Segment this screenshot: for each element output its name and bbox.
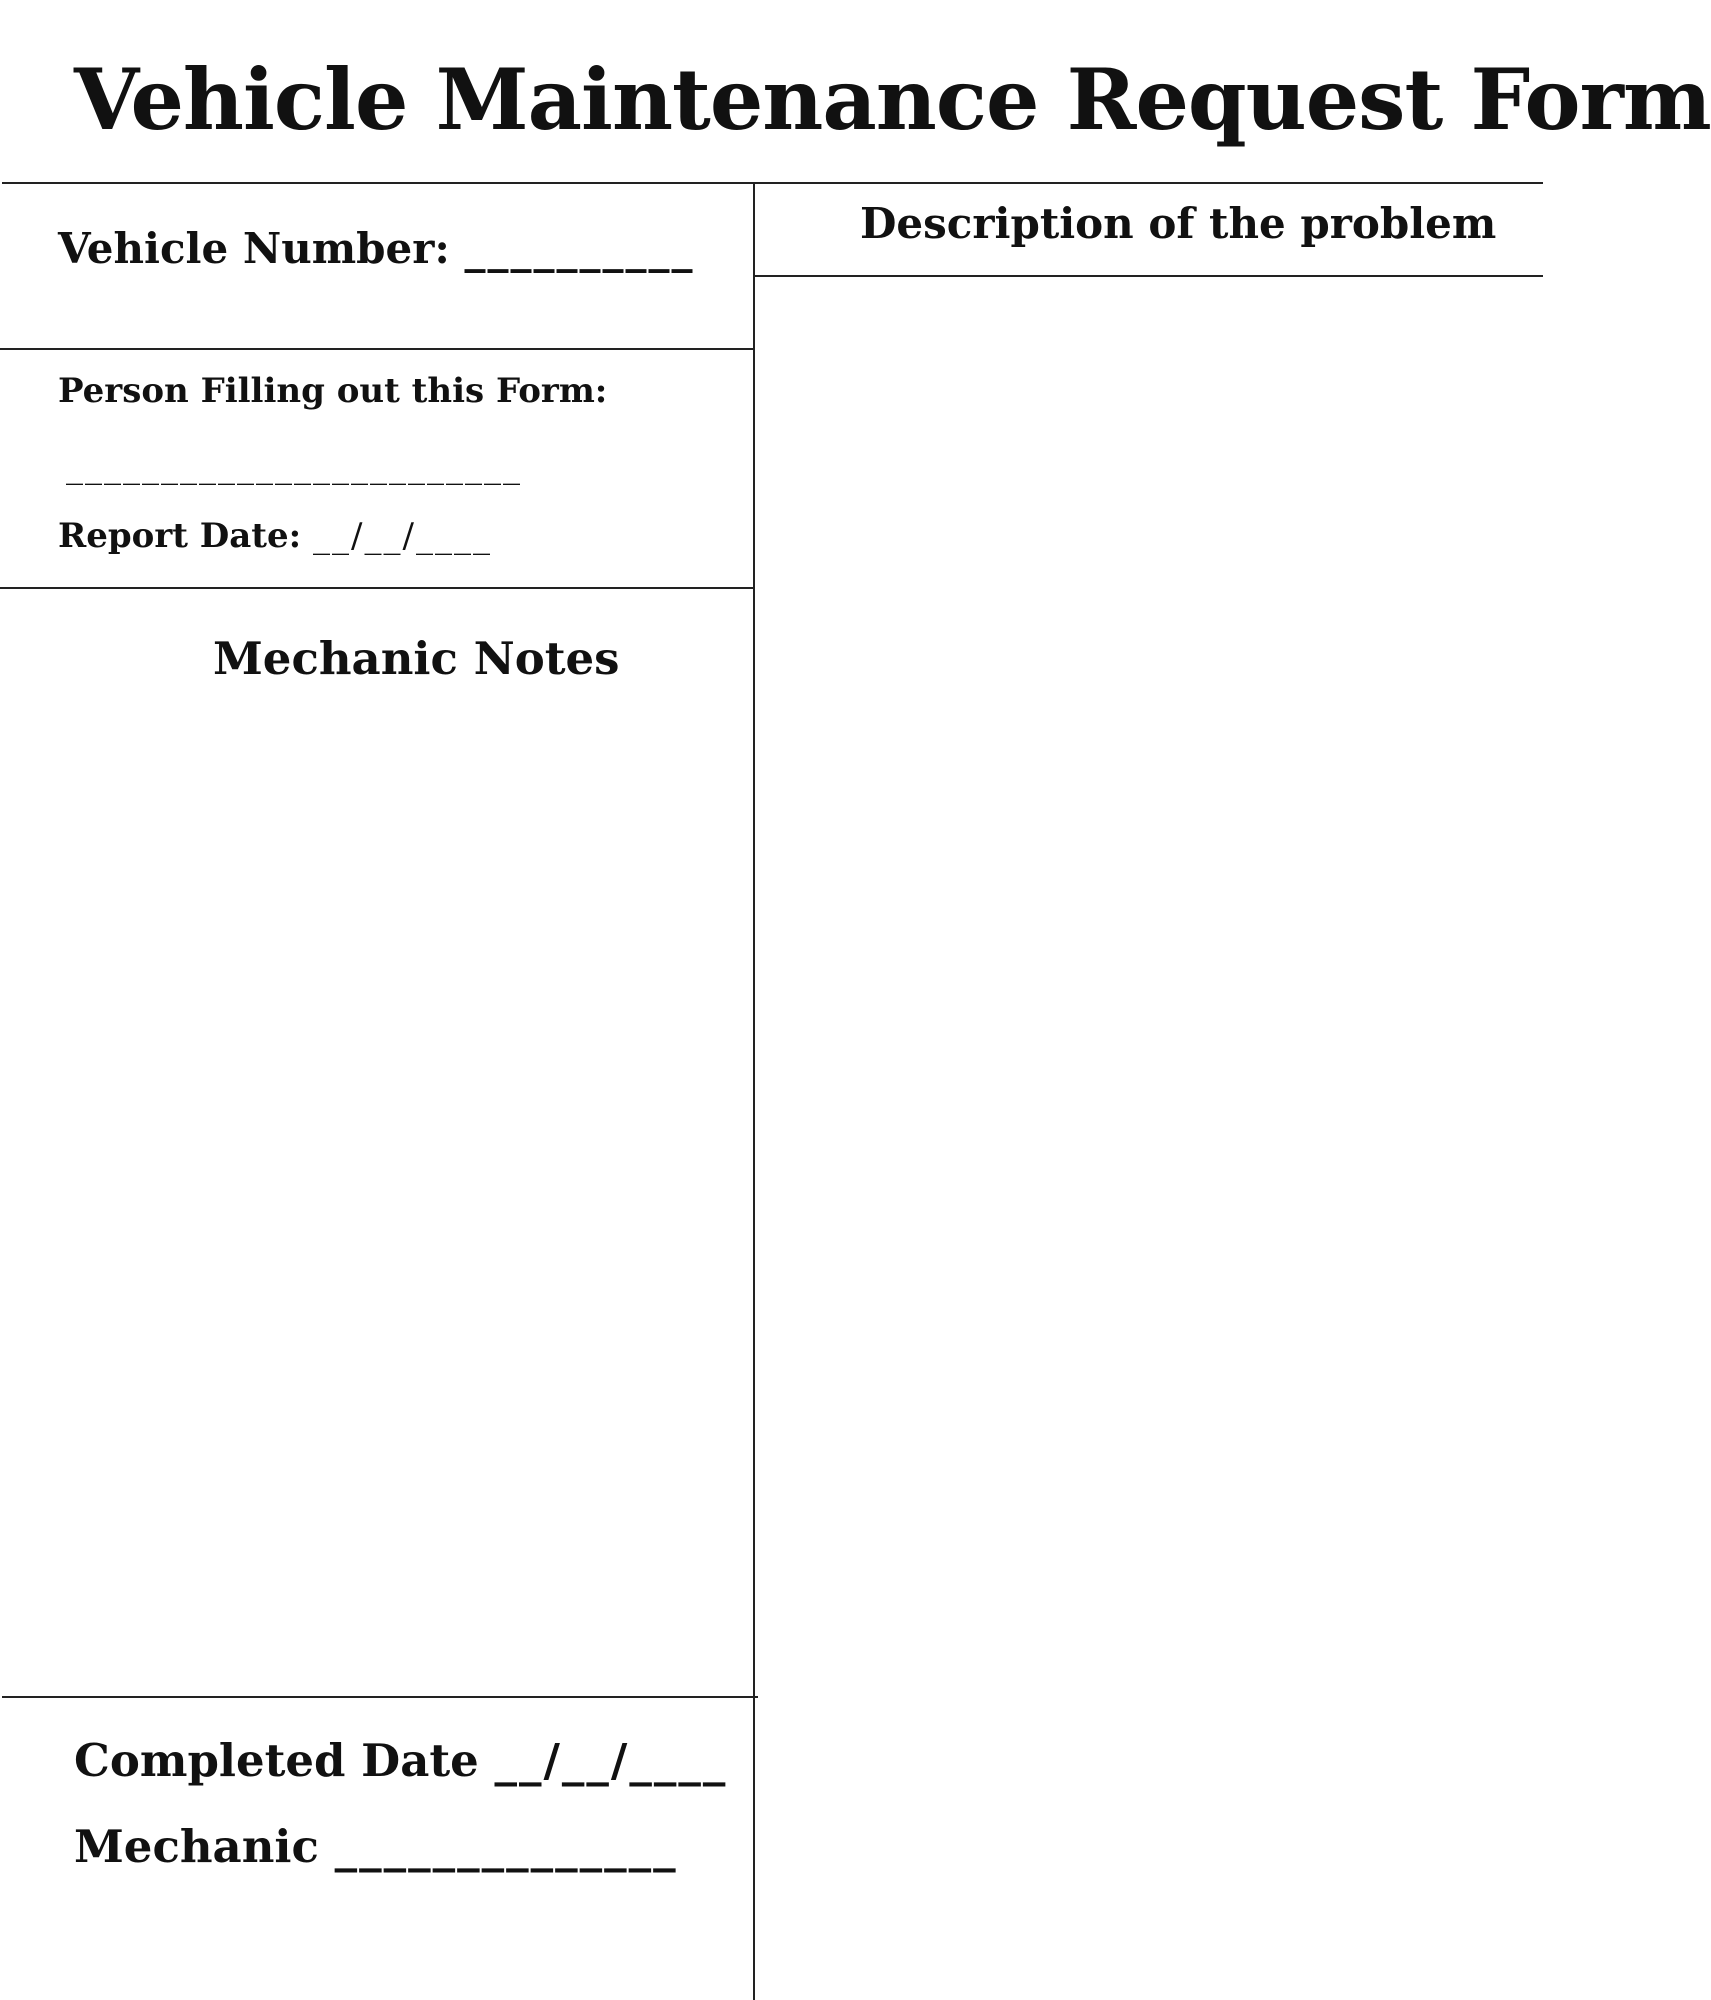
person-filling-blank[interactable]: ________________________ xyxy=(66,446,522,486)
mechanic-field[interactable] xyxy=(74,1820,678,1874)
page-title: Vehicle Maintenance Request Form xyxy=(74,50,1711,149)
description-area[interactable] xyxy=(757,279,1543,1997)
person-filling-label: Person Filling out this Form: xyxy=(58,371,608,411)
vehicle-number-field[interactable] xyxy=(58,224,695,274)
description-header-divider xyxy=(755,275,1543,277)
report-date-blank[interactable]: __/__/____ xyxy=(313,516,492,556)
mechanic-blank[interactable]: ______________ xyxy=(334,1820,678,1873)
mechanic-label: Mechanic xyxy=(74,1820,319,1873)
vehicle-number-divider xyxy=(0,348,753,350)
vehicle-number-blank[interactable]: __________ xyxy=(464,224,695,273)
mechanic-notes-area[interactable] xyxy=(2,700,751,1690)
header-divider xyxy=(2,182,1543,184)
notes-section-divider xyxy=(2,1696,758,1698)
completed-date-field[interactable] xyxy=(74,1734,727,1788)
column-divider xyxy=(753,182,755,2000)
mechanic-notes-heading: Mechanic Notes xyxy=(213,632,620,685)
report-section-divider xyxy=(0,587,753,589)
report-date-field[interactable] xyxy=(58,516,492,557)
description-heading: Description of the problem xyxy=(860,199,1497,248)
completed-date-label: Completed Date xyxy=(74,1734,479,1787)
vehicle-number-label: Vehicle Number: xyxy=(58,224,450,273)
report-date-label: Report Date: xyxy=(58,516,302,556)
completed-date-blank[interactable]: __/__/____ xyxy=(494,1734,728,1787)
